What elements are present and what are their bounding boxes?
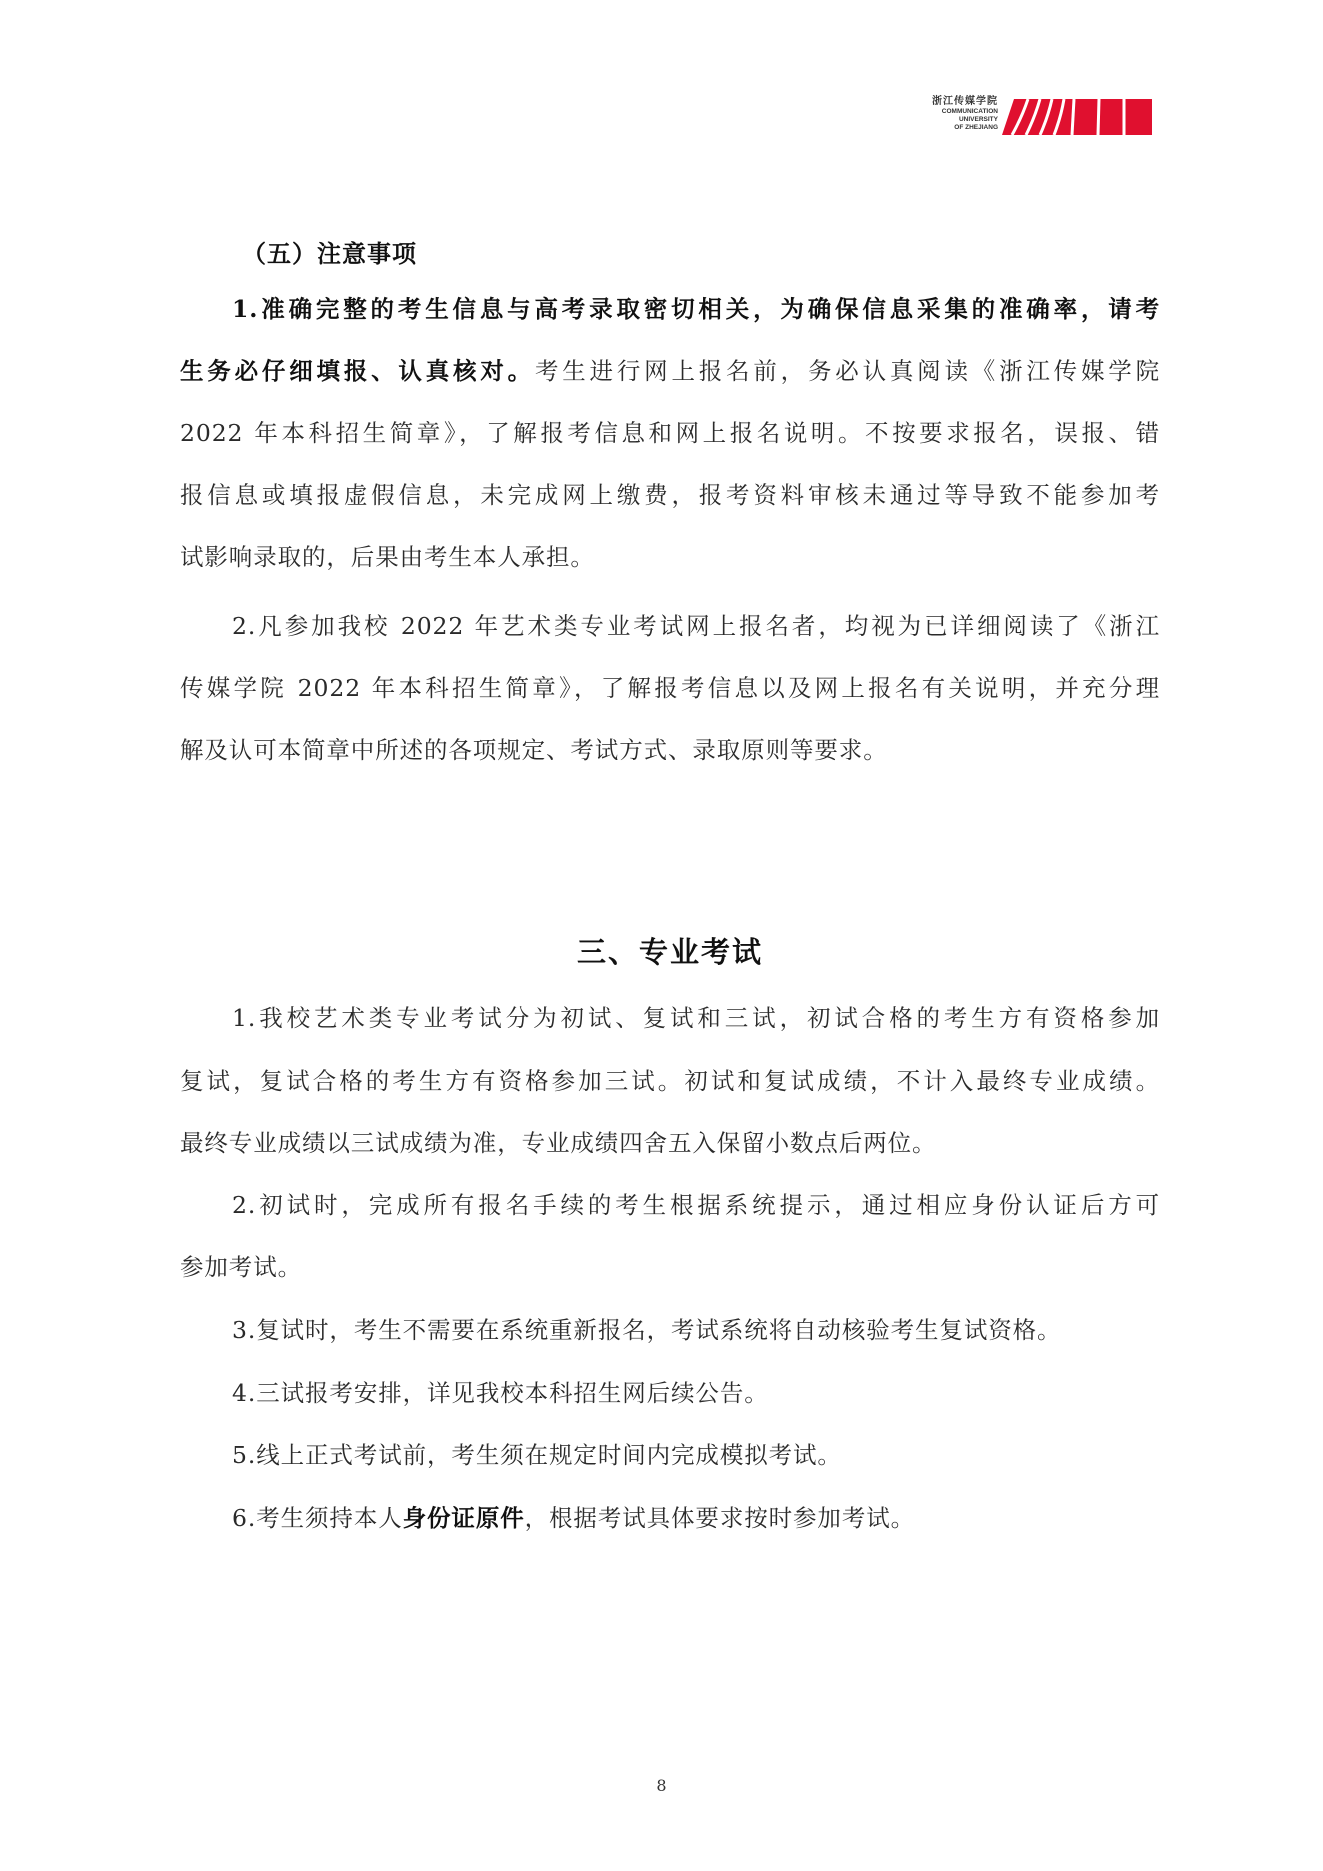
logo-chinese-name: 浙江传媒学院: [932, 96, 998, 107]
notes-item-2-line-3: 解及认可本简章中所述的各项规定、考试方式、录取原则等要求。: [180, 736, 888, 764]
logo-stripes-icon: [1002, 99, 1152, 135]
logo-english-line-1: COMMUNICATION: [941, 108, 998, 115]
exam-item-6-after: ，根据考试具体要求按时参加考试。: [524, 1504, 916, 1532]
exam-item-2-line-2: 参加考试。: [180, 1253, 302, 1281]
exam-item-1-line-1: 1.我校艺术类专业考试分为初试、复试和三试，初试合格的考生方有资格参加: [232, 1004, 1160, 1032]
exam-item-6: [232, 1503, 915, 1533]
logo-text: [910, 96, 998, 132]
exam-item-6-before: 6.考生须持本人: [232, 1504, 403, 1532]
notes-item-1-bold: 生务必仔细填报、认真核对。: [180, 357, 535, 385]
notes-item-1-line-4: 报信息或填报虚假信息，未完成网上缴费，报考资料审核未通过等导致不能参加考: [180, 481, 1160, 509]
section-title-professional-exam: 三、专业考试: [576, 935, 763, 969]
exam-item-2-line-1: 2.初试时，完成所有报名手续的考生根据系统提示，通过相应身份认证后方可: [232, 1191, 1160, 1219]
subheading-notes: （五）注意事项: [242, 239, 417, 268]
exam-item-6-id-card: 身份证原件: [402, 1504, 525, 1532]
university-logo: [910, 96, 1156, 142]
notes-item-1-line-2: [180, 356, 1160, 386]
exam-item-5: 5.线上正式考试前，考生须在规定时间内完成模拟考试。: [232, 1441, 842, 1469]
logo-english-line-3: OF ZHEJIANG: [954, 124, 998, 131]
exam-item-1-line-3: 最终专业成绩以三试成绩为准，专业成绩四舍五入保留小数点后两位。: [180, 1129, 937, 1157]
notes-item-1-line-1: 1.准确完整的考生信息与高考录取密切相关，为确保信息采集的准确率，请考: [232, 295, 1160, 323]
exam-item-1-line-2: 复试，复试合格的考生方有资格参加三试。初试和复试成绩，不计入最终专业成绩。: [180, 1067, 1160, 1095]
exam-item-4: 4.三试报考安排，详见我校本科招生网后续公告。: [232, 1379, 769, 1407]
notes-item-2-line-1: 2.凡参加我校 2022 年艺术类专业考试网上报名者，均视为已详细阅读了《浙江: [232, 612, 1160, 640]
notes-item-1-line-2-rest: 考生进行网上报名前，务必认真阅读《浙江传媒学院: [534, 357, 1160, 385]
logo-english-line-2: UNIVERSITY: [958, 116, 998, 123]
notes-item-1-line-3: 2022 年本科招生简章》，了解报考信息和网上报名说明。不按要求报名，误报、错: [180, 419, 1160, 447]
exam-item-3: 3.复试时，考生不需要在系统重新报名，考试系统将自动核验考生复试资格。: [232, 1316, 1062, 1344]
notes-item-1-line-5: 试影响录取的，后果由考生本人承担。: [180, 543, 595, 571]
notes-item-2-line-2: 传媒学院 2022 年本科招生简章》，了解报考信息以及网上报名有关说明，并充分理: [180, 674, 1160, 702]
page-number: 8: [656, 1776, 667, 1795]
